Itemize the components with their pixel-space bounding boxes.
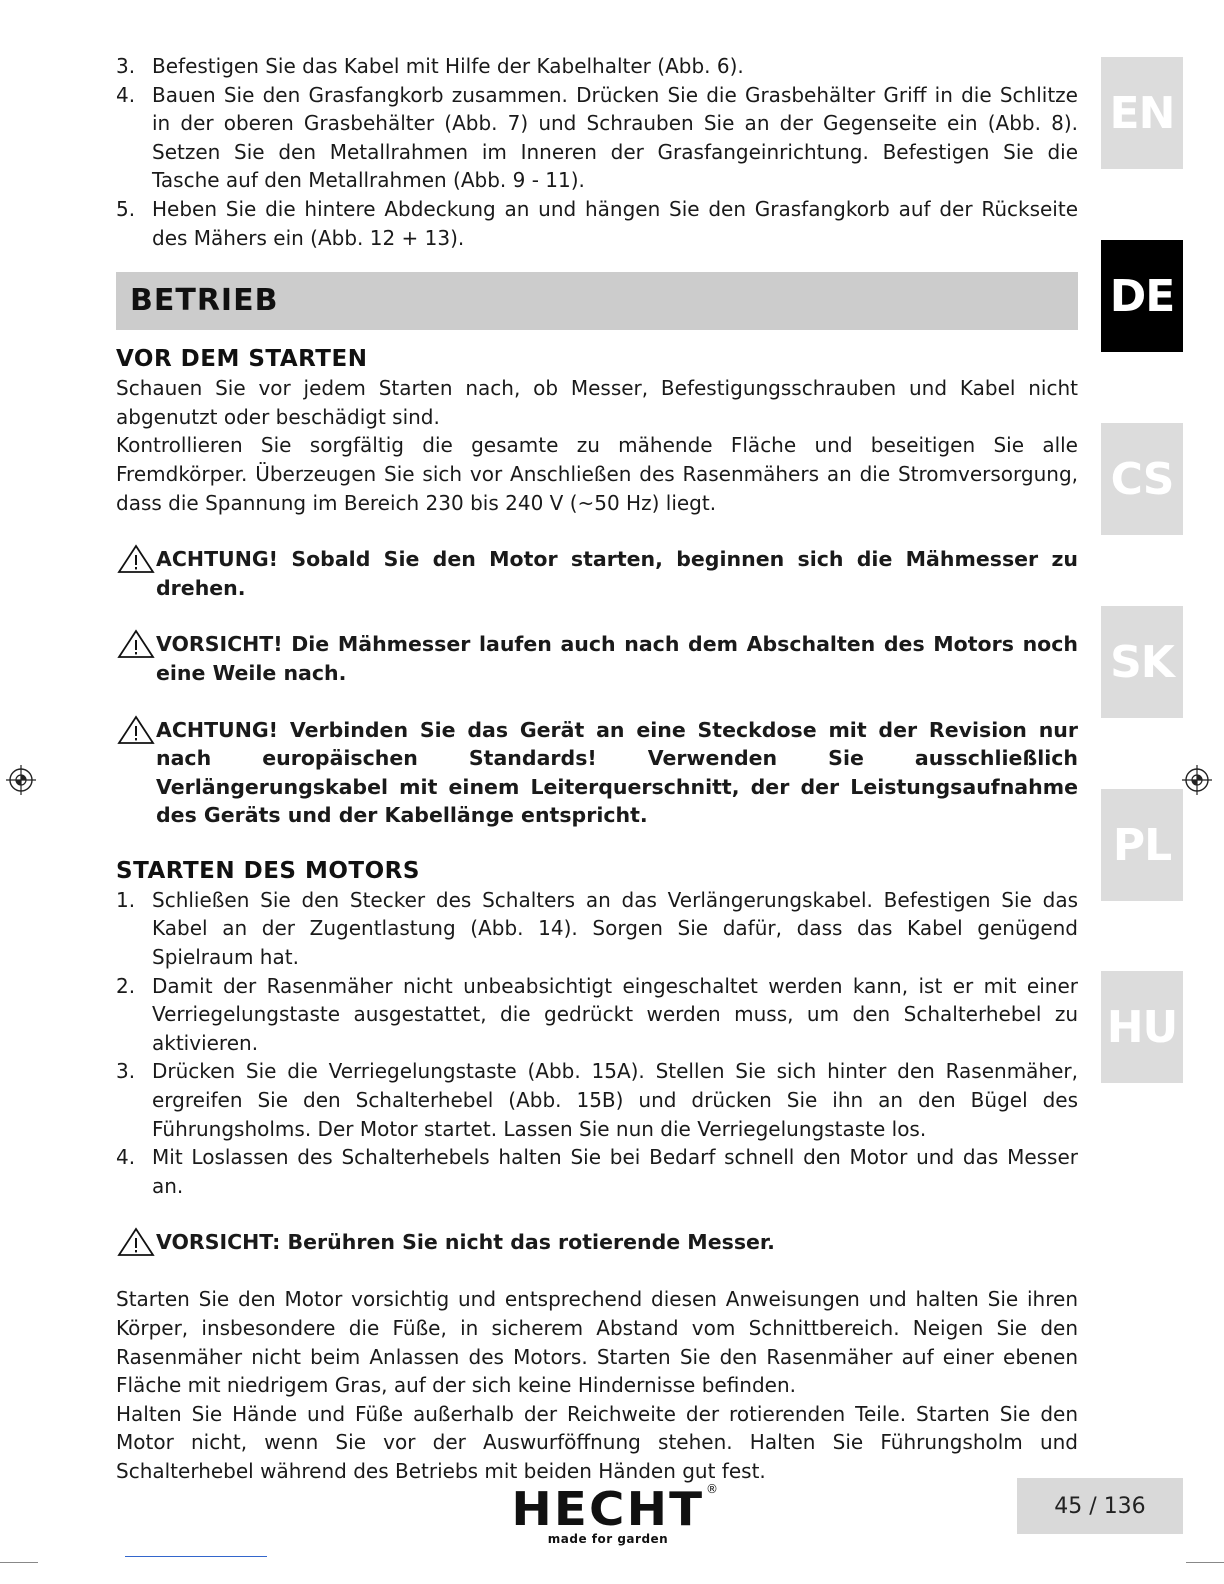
list-item: 1. Schließen Sie den Stecker des Schalters an das Verlängerungskabel. Befestigen Sie das Kabel an der Zugentlastung (Abb. 14). Sorgen Sie dafür, dass das Kabel genügend Spielraum hat.	[116, 887, 1078, 970]
logo-wordmark: HECHT	[511, 1482, 705, 1536]
language-tab-de[interactable]: DE	[1101, 240, 1183, 352]
warning-block: VORSICHT! Die Mähmesser laufen auch nach dem Abschalten des Motors noch eine Weile nach.	[116, 630, 1078, 687]
registration-mark-icon	[1182, 765, 1212, 795]
list-item: 2. Damit der Rasenmäher nicht unbeabsichtigt eingeschaltet werden kann, ist er mit einer Verriegelungstaste ausgestattet, die gedrückt werden muss, um den Schalterhebel zu aktivieren.	[116, 973, 1078, 1055]
crop-mark	[0, 1562, 38, 1563]
language-tab-sk[interactable]: SK	[1101, 606, 1183, 718]
page-content	[116, 52, 1078, 1486]
starting-steps-list	[116, 886, 1078, 1201]
warning-triangle-icon	[116, 544, 156, 574]
warning-block: VORSICHT: Berühren Sie nicht das rotierende Messer.	[116, 1228, 1078, 1257]
list-item: 4. Mit Loslassen des Schalterhebels halten Sie bei Bedarf schnell den Motor und das Messer an.	[116, 1145, 1078, 1198]
language-tab-pl[interactable]: PL	[1101, 789, 1183, 901]
divider	[125, 1556, 267, 1557]
list-item: 5. Heben Sie die hintere Abdeckung an und hängen Sie den Grasfangkorb auf der Rückseite des Mähers ein (Abb. 12 + 13).	[116, 196, 1078, 250]
subsection-heading: VOR DEM STARTEN	[116, 346, 368, 373]
paragraph: Halten Sie Hände und Füße außerhalb der Reichweite der rotierenden Teile. Starten Sie den Motor nicht, wenn Sie vor der Auswurföffnung stehen. Halten Sie Führungsholm und Schalterhebel während des Betriebs mit beiden Händen gut fest.	[116, 1401, 1078, 1483]
paragraph: Starten Sie den Motor vorsichtig und entsprechend diesen Anweisungen und halten Sie ihren Körper, insbesondere die Füße, in sicherem Abstand vom Schnittbereich. Neigen Sie den Rasenmäher nicht beim Anlassen des Motors. Starten Sie den Rasenmäher auf einer ebenen Fläche mit niedrigem Gras, auf der sich keine Hindernisse befinden.	[116, 1287, 1078, 1398]
warning-triangle-icon	[116, 629, 156, 659]
crop-mark	[1186, 1562, 1224, 1563]
warning-triangle-icon	[116, 1227, 156, 1257]
subsection-heading: STARTEN DES MOTORS	[116, 857, 420, 884]
registration-mark-icon	[6, 765, 36, 795]
language-tab-hu[interactable]: HU	[1101, 971, 1183, 1083]
list-item: 4. Bauen Sie den Grasfangkorb zusammen. Drücken Sie die Grasbehälter Griff in die Schlitze in der oberen Grasbehälter (Abb. 7) und Schrauben Sie an der Gegenseite ein (Abb. 8). Setzen Sie den Metallrahmen im Inneren der Grasfangeinrichtung. Befestigen Sie die Tasche auf den Metallrahmen (Abb. 9 - 11).	[116, 82, 1078, 193]
warning-block: ACHTUNG! Sobald Sie den Motor starten, beginnen sich die Mähmesser zu drehen.	[116, 545, 1078, 602]
warning-block: ACHTUNG! Verbinden Sie das Gerät an eine Steckdose mit der Revision nur nach europäischen Standards! Verwenden Sie ausschließlich Verlängerungskabel mit einem Leiterquerschnitt, der der Leistungsaufnahme des Geräts und der Kabellänge entspricht.	[116, 716, 1078, 830]
page-number: 45 / 136	[1017, 1478, 1183, 1534]
paragraph: Kontrollieren Sie sorgfältig die gesamte zu mähende Fläche und beseitigen Sie alle Fremdkörper. Überzeugen Sie sich vor Anschließen des Rasenmähers an die Stromversorgung, dass die Spannung im Bereich 230 bis 240 V (~50 Hz) liegt.	[116, 433, 1078, 515]
list-item: 3. Befestigen Sie das Kabel mit Hilfe der Kabelhalter (Abb. 6).	[116, 54, 744, 78]
section-title: BETRIEB	[116, 272, 1078, 330]
paragraph: Schauen Sie vor jedem Starten nach, ob Messer, Befestigungsschrauben und Kabel nicht abgenutzt oder beschädigt sind.	[116, 376, 1078, 429]
logo-tagline: made for garden	[547, 1532, 669, 1546]
language-tab-en[interactable]: EN	[1101, 57, 1183, 169]
language-tab-cs[interactable]: CS	[1101, 423, 1183, 535]
registered-mark: ®	[706, 1482, 718, 1496]
assembly-steps-list	[116, 52, 1078, 252]
warning-triangle-icon	[116, 715, 156, 745]
list-item: 3. Drücken Sie die Verriegelungstaste (Abb. 15A). Stellen Sie sich hinter den Rasenmäher, ergreifen Sie den Schalterhebel (Abb. 15B) und drücken Sie ihn an den Bügel des Führungsholms. Der Motor startet. Lassen Sie nun die Verriegelungstaste los.	[116, 1059, 1078, 1141]
brand-logo	[498, 1482, 718, 1552]
